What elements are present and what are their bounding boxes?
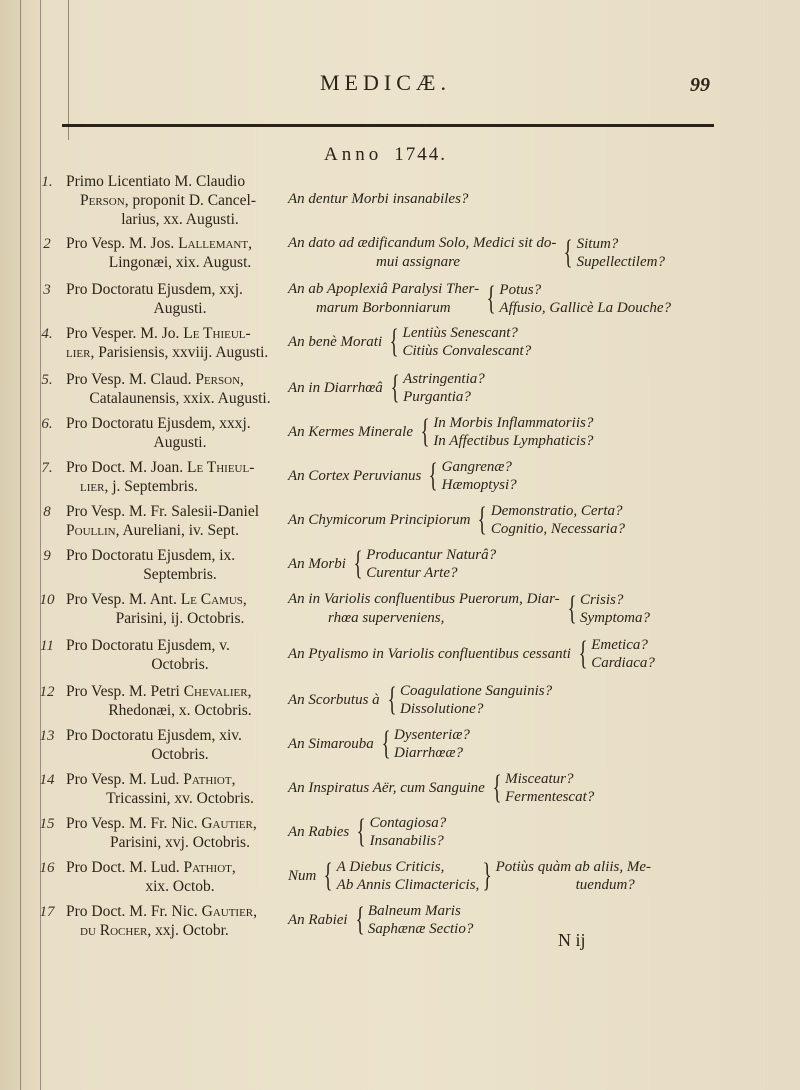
gutter-rule	[40, 0, 41, 1090]
thesis-question: An benè Morati { Lentiùs Senescant? Citiùs Convalescant?	[288, 323, 532, 360]
margin-number: 17	[39, 904, 55, 920]
margin-number: 14	[39, 772, 55, 788]
thesis-question: An Simarouba { Dysenteriæ? Diarrhœæ?	[288, 725, 470, 762]
thesis-question: An Inspiratus Aër, cum Sanguine { Misceatur? Fermentescat?	[288, 769, 595, 806]
year-heading	[324, 144, 447, 166]
page-number: 99	[690, 74, 710, 96]
margin-number: 10	[39, 592, 55, 608]
margin-number: 4.	[41, 326, 53, 342]
thesis-question: An Rabiei { Balneum Maris Saphænæ Sectio?	[288, 901, 474, 938]
margin-number: 8	[43, 504, 51, 520]
entry-details: Pro Doctoratu Ejusdem, xiv. Octobris.	[66, 727, 242, 763]
thesis-question: An ab Apoplexiâ Paralysi Ther- marum Borbonniarum { Potus? Affusio, Gallicè La Douche?	[288, 280, 672, 317]
thesis-question: An Kermes Minerale { In Morbis Inflammatoriis? In Affectibus Lymphaticis?	[288, 413, 594, 450]
anno-label: Anno	[324, 144, 383, 165]
entry-details: Pro Doctoratu Ejusdem, v. Octobris.	[66, 637, 230, 673]
entry-details: Pro Doct. M. Joan. Le Thieul- lier, j. Septembris.	[66, 459, 255, 495]
entry-details: Pro Vesp. M. Ant. Le Camus, Parisini, ij. Octobris.	[66, 591, 247, 627]
entry-details: Pro Doctoratu Ejusdem, xxj. Augusti.	[66, 281, 243, 317]
thesis-question: An Rabies { Contagiosa? Insanabilis?	[288, 813, 447, 850]
margin-number: 15	[39, 816, 55, 832]
entry-details: Pro Doct. M. Lud. Pathiot, xix. Octob.	[66, 859, 236, 895]
signature-mark: N ij	[558, 930, 586, 950]
gutter-rule	[68, 0, 69, 140]
entry-details: Pro Doctoratu Ejusdem, ix. Septembris.	[66, 547, 236, 583]
entry-details: Pro Vesper. M. Jo. Le Thieul- lier, Parisiensis, xxviij. Augusti.	[66, 325, 269, 361]
margin-number: 6.	[41, 416, 53, 432]
entry-details: Pro Vesp. M. Jos. Lallemant, Lingonæi, xix. August.	[66, 235, 252, 271]
margin-number: 13	[39, 728, 55, 744]
thesis-question: Num { A Diebus Criticis, Ab Annis Climactericis, } Potiùs quàm ab aliis, Me- tuendum?	[288, 857, 652, 894]
thesis-question: An in Diarrhœâ { Astringentia? Purgantia?	[288, 369, 485, 406]
margin-number: 11	[40, 638, 54, 654]
gutter-rule	[20, 0, 21, 1090]
entry-details: Pro Vesp. M. Claud. Person, Catalaunensis, xxix. Augusti.	[66, 371, 271, 407]
thesis-question: An Chymicorum Principiorum { Demonstratio, Certa? Cognitio, Necessaria?	[288, 501, 625, 538]
running-head: MEDICÆ.	[320, 70, 451, 95]
thesis-question: An Cortex Peruvianus { Gangrenæ? Hæmoptysi?	[288, 457, 517, 494]
margin-number: 12	[39, 684, 55, 700]
thesis-question: An Scorbutus à { Coagulatione Sanguinis? Dissolutione?	[288, 681, 553, 718]
margin-number: 3	[43, 282, 51, 298]
entry-details: Pro Doct. M. Fr. Nic. Gautier, du Rocher, xxj. Octobr.	[66, 903, 258, 939]
thesis-question: An dato ad ædificandum Solo, Medici sit do- mui assignare { Situm? Supellectilem?	[288, 234, 665, 271]
thesis-question: An Morbi { Producantur Naturâ? Curentur Arte?	[288, 545, 497, 582]
entry-details: Pro Doctoratu Ejusdem, xxxj. Augusti.	[66, 415, 251, 451]
header-rule	[62, 124, 714, 127]
margin-number: 7.	[41, 460, 53, 476]
margin-number: 16	[39, 860, 55, 876]
entry-details: Pro Vesp. M. Lud. Pathiot, Tricassini, xv. Octobris.	[66, 771, 254, 807]
thesis-question: An Ptyalismo in Variolis confluentibus cessanti { Emetica? Cardiaca?	[288, 635, 655, 672]
entry-details: Pro Vesp. M. Fr. Nic. Gautier, Parisini, xvj. Octobris.	[66, 815, 257, 851]
entry-details: Primo Licentiato M. Claudio Person, proponit D. Cancel- larius, xx. Augusti.	[66, 173, 256, 228]
entry-details: Pro Vesp. M. Fr. Salesii-Daniel Poullin, Aureliani, iv. Sept.	[66, 503, 260, 539]
year-value: 1744.	[394, 144, 447, 165]
thesis-question: An in Variolis confluentibus Puerorum, Diar- rhœa superveniens, { Crisis? Symptoma?	[288, 590, 650, 627]
margin-number: 2	[43, 236, 51, 252]
entry-details: Pro Vesp. M. Petri Chevalier, Rhedonæi, x. Octobris.	[66, 683, 252, 719]
margin-number: 1.	[41, 174, 53, 190]
margin-number: 5.	[41, 372, 53, 388]
thesis-question: An dentur Morbi insanabiles?	[288, 191, 469, 207]
margin-number: 9	[43, 548, 51, 564]
